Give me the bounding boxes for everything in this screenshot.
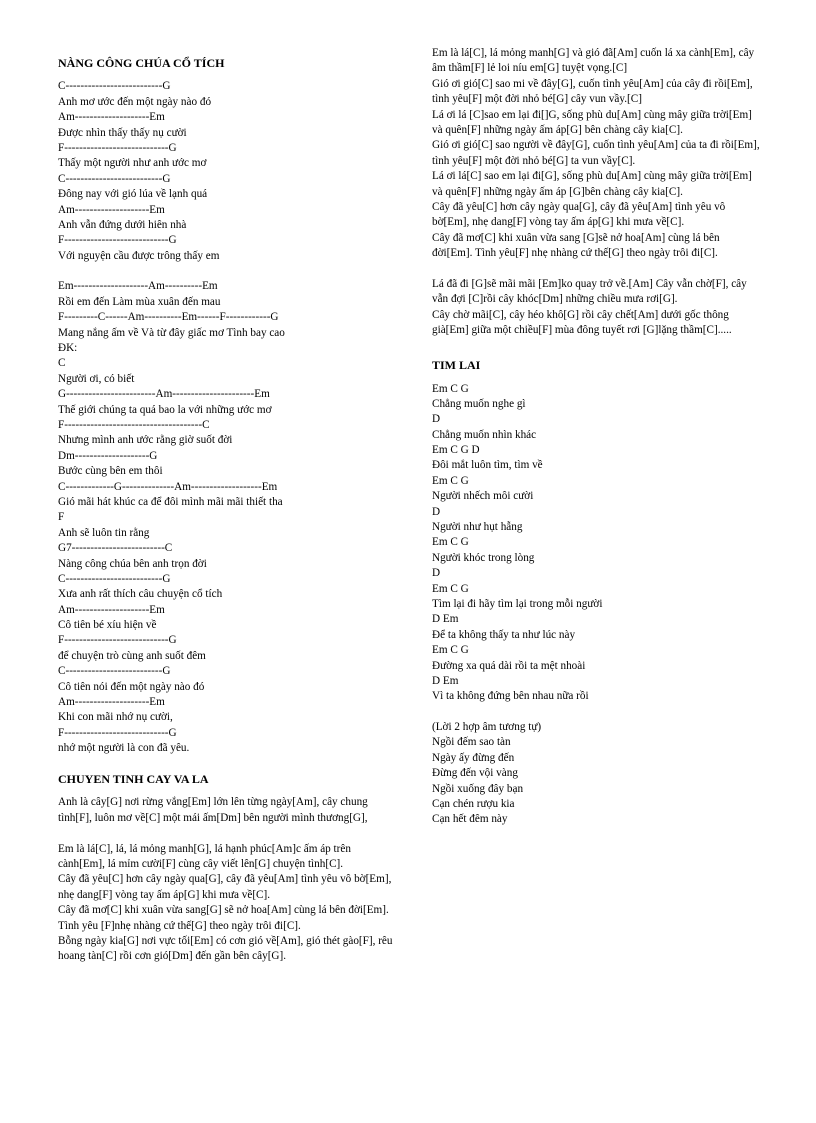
lyric-line: Cây đã mơ[C] khi xuân vừa sang [G]sẽ nở hoa[Am] cùng lá bên đời[Em]. Tình yêu[F] nhẹ nhàng cứ thế[G] theo ngày trôi đi[C]. <box>432 231 720 260</box>
lyric-line: Người nhếch môi cười <box>432 490 534 503</box>
lyric-line: D Em <box>432 613 459 626</box>
lyric-line: Em C G <box>432 582 469 595</box>
lyric-line: Em C G <box>432 536 469 549</box>
lyric-line: F----------------------------G <box>58 634 177 647</box>
song-title-tim-lai: TIM LAI <box>432 358 481 373</box>
lyric-line: Bỗng ngày kia[G] nơi vực tối[Em] có cơn gió về[Am], gió thét gào[F], rêu hoang tàn[C] rồi cơn gió[Dm] đến gần bên cây[G]. <box>58 935 393 963</box>
song2-verse-1: Anh là cây[G] nơi rừng vắng[Em] lớn lên từng ngày[Am], cây chung tình[F], luôn mơ về[C] một mái ấm[Dm] bên người mình thương[G], <box>58 796 368 824</box>
lyric-line: C--------------------------G <box>58 665 171 678</box>
song2-verses <box>58 842 398 965</box>
lyric-line: F----------------------------G <box>58 141 177 154</box>
song3-lyrics <box>432 382 762 828</box>
lyric-line: nhớ một người là con đã yêu. <box>58 742 190 755</box>
lyric-line: Em là lá[C], lá, lá mỏng manh[G], lá hạnh phúc[Am]c ấm áp trên cành[Em], lá mỉm cười[F] cùng cây viết lên[G] chuyện tình[C]. <box>58 842 351 870</box>
lyric-line: Rồi em đến Làm mùa xuân đến mau <box>58 295 221 308</box>
lyric-line: Đôi mắt luôn tìm, tìm về <box>432 459 543 472</box>
lyric-line: Nàng công chúa bên anh trọn đời <box>58 557 207 570</box>
lyric-line: Gió ơi gió[C] sao người về đây[G], cuốn tình yêu[Am] của ta đi rồi[Em], tình yêu[F] một đời nhỏ bé[G] ta vun vầy[C]. <box>432 139 760 167</box>
lyric-line: Đường xa quá dài rồi ta mệt nhoài <box>432 659 586 672</box>
song-title-nang-cong-chua: NÀNG CÔNG CHÚA CỔ TÍCH <box>58 56 225 70</box>
lyric-line: C--------------------------G <box>58 172 171 185</box>
blank-line <box>432 705 762 720</box>
lyric-line: Nhưng mình anh ước rằng giờ suốt đời <box>58 434 233 447</box>
lyric-line: G7-------------------------C <box>58 542 173 555</box>
lyric-line: Với nguyện cầu được trông thấy em <box>58 249 220 262</box>
lyric-line: Khi con mãi nhớ nụ cười, <box>58 711 173 724</box>
lyric-line: Đừng đến vội vàng <box>432 767 518 780</box>
lyric-line: D <box>432 413 441 426</box>
lyric-line: C--------------------------G <box>58 572 171 585</box>
lyric-line: Vì ta không đứng bên nhau nữa rồi <box>432 690 589 703</box>
lyric-line: Người khóc trong lòng <box>432 551 535 564</box>
lyric-line: F---------C------Am----------Em------F------------G <box>58 311 279 324</box>
lyric-line: Thấy một người như anh ước mơ <box>58 157 207 170</box>
lyric-line: (Lời 2 hợp âm tương tự) <box>432 721 542 734</box>
lyric-line: Cây chờ mãi[C], cây héo khô[G] rồi cây chết[Am] dưới gốc thông già[Em] giữa một chiều[F] mùa đông tuyết rơi [G]lặng thầm[C]..... <box>432 308 732 337</box>
lyric-line: D <box>432 567 441 580</box>
blank-line <box>58 264 398 279</box>
lyric-line: Đông nay với gió lúa về lạnh quá <box>58 188 208 201</box>
lyric-line: Anh mơ ước đến một ngày nào đó <box>58 95 212 108</box>
lyric-line: F----------------------------G <box>58 234 177 247</box>
lyric-line: Lá ơi lá [C]sao em lại đi[]G, sống phù du[Am] cùng mây giữa trời[Em] và quên[F] những ngày ấm áp[G] bên chàng cây kia[C]. <box>432 108 752 137</box>
lyric-line: Chẳng muốn nghe gì <box>432 397 526 410</box>
lyric-line: Tìm lại đi hãy tìm lại trong mỗi người <box>432 597 603 610</box>
lyric-line: Em C G <box>432 382 469 395</box>
lyric-line: D <box>432 505 441 518</box>
lyric-line: Thế giới chúng ta quá bao la với những ước mơ <box>58 403 272 416</box>
lyric-line: F-------------------------------------C <box>58 419 210 431</box>
song-title-chuyen-tinh: CHUYEN TINH CAY VA LA <box>58 771 209 786</box>
lyric-line: Người như hụt hẫng <box>432 521 523 534</box>
lyric-line: Anh vẫn đứng dưới hiên nhà <box>58 218 187 231</box>
lyric-line: Cạn hết đêm này <box>432 813 508 826</box>
lyric-line: Em là lá[C], lá mỏng manh[G] và gió đã[Am] cuốn lá xa cành[Em], cây âm thầm[F] lẻ loi níu em[G] tuyệt vọng.[C] <box>432 47 755 75</box>
song2-ending-verses <box>432 277 762 339</box>
lyric-line: C <box>58 357 66 370</box>
lyric-line: Cây đã yêu[C] hơn cây ngày qua[G], cây đã yêu[Am] tình yêu vô bờ[Em], nhẹ dang[F] vòng tay ấm áp[G] khi mưa về[C]. <box>432 201 726 229</box>
lyric-line: Em C G <box>432 474 469 487</box>
lyric-line: Cô tiên bé xíu hiện về <box>58 619 157 632</box>
lyric-line: Chẳng muốn nhìn khác <box>432 428 537 441</box>
lyric-line: Am--------------------Em <box>58 603 165 616</box>
lyric-line: Xưa anh rất thích câu chuyện cổ tích <box>58 588 223 601</box>
lyric-line: Để ta không thấy ta như lúc này <box>432 628 576 641</box>
song2-continued-verses <box>432 46 762 262</box>
song1-lyrics <box>58 79 398 756</box>
lyric-line: C--------------------------G <box>58 80 171 93</box>
lyric-line: Anh sẽ luôn tin rằng <box>58 526 150 539</box>
lyric-line: Em--------------------Am----------Em <box>58 280 218 293</box>
lyric-line: Cô tiên nói đến một ngày nào đó <box>58 680 205 693</box>
lyric-line: Gió ơi gió[C] sao mi về đây[G], cuốn tình yêu[Am] của cây đi rồi[Em], tình yêu[F] một đời nhỏ bé[G] cây vun vầy.[C] <box>432 77 753 106</box>
lyric-line: Mang nắng ấm về Và từ đây giấc mơ Tình bay cao <box>58 326 285 339</box>
lyric-line: Ngày ấy đừng đến <box>432 751 515 764</box>
lyric-line: Ngồi xuống đây bạn <box>432 782 524 795</box>
lyric-line: Am--------------------Em <box>58 203 165 216</box>
lyric-line: G------------------------Am----------------------Em <box>58 388 270 401</box>
lyric-line: Lá ơi lá[C] sao em lại đi[G], sống phù du[Am] cùng mây giữa trời[Em] và quên[F] những ngày ấm áp [G]bên chàng cây kia[C]. <box>432 170 752 198</box>
lyric-line: Am--------------------Em <box>58 696 165 709</box>
lyric-line: F <box>58 511 65 524</box>
lyric-line: Bước cùng bên em thôi <box>58 465 163 478</box>
lyric-line: D Em <box>432 674 459 687</box>
lyric-line: Em C G <box>432 644 469 657</box>
lyric-line: Gió mãi hát khúc ca để đôi mình mãi mãi thiết tha <box>58 495 283 508</box>
lyric-line: Cây đã mơ[C] khi xuân vừa sang[G] sẽ nở hoa[Am] cùng lá bên đời[Em]. Tình yêu [F]nhẹ nhàng cứ thế[G] theo ngày trôi đi[C]. <box>58 904 389 932</box>
lyric-line: Ngồi đếm sao tàn <box>432 736 511 749</box>
lyric-line: ĐK: <box>58 342 78 355</box>
lyric-line: Người ơi, có biết <box>58 372 135 385</box>
lyric-line: Cây đã yêu[C] hơn cây ngày qua[G], cây đã yêu[Am] tình yêu vô bờ[Em], nhẹ dang[F] vòng tay ấm áp[G] khi mưa về[C]. <box>58 873 392 901</box>
lyric-line: F----------------------------G <box>58 726 177 739</box>
lyric-line: Em C G D <box>432 444 480 457</box>
lyric-line: Được nhìn thấy thấy nụ cười <box>58 126 187 139</box>
lyric-line: Am--------------------Em <box>58 111 165 124</box>
lyric-line: Dm--------------------G <box>58 449 158 462</box>
lyric-line: Cạn chén rượu kia <box>432 798 515 811</box>
right-column <box>432 46 762 828</box>
lyric-line: để chuyện trò cùng anh suốt đêm <box>58 649 206 662</box>
lyric-line: Lá đã đi [G]sẽ mãi mãi [Em]ko quay trở về.[Am] Cây vẫn chờ[F], cây vẫn đợi [C]rồi cây khóc[Dm] những chiều mưa rơi[G]. <box>432 278 747 306</box>
left-column <box>58 56 398 965</box>
lyric-line: C-------------G--------------Am-------------------Em <box>58 480 278 493</box>
